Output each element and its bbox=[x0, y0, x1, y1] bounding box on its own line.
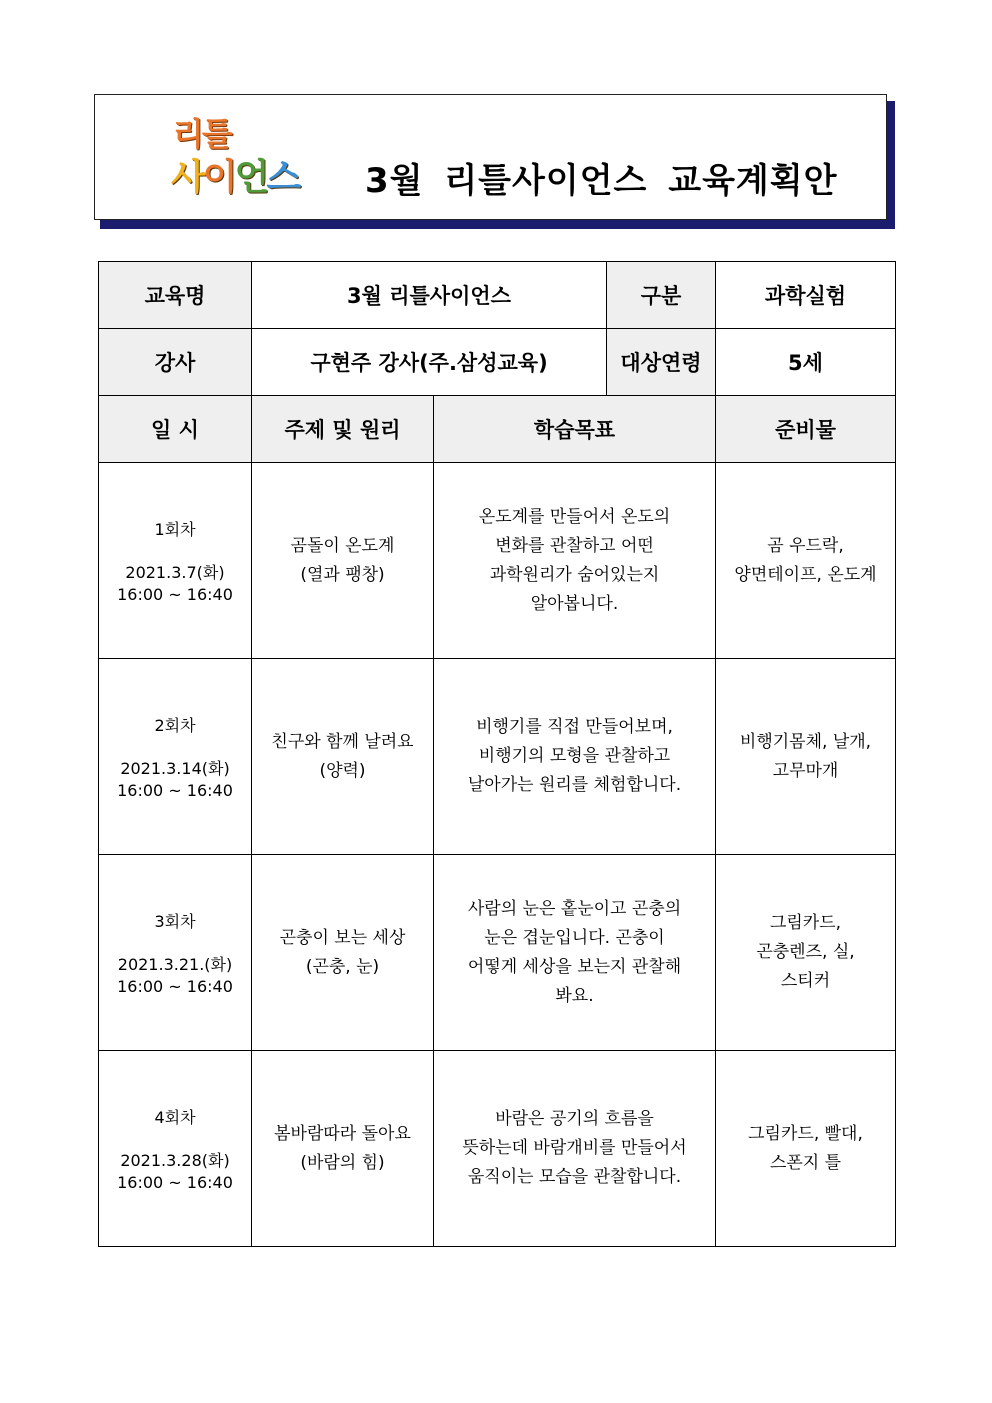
goal-line: 온도계를 만들어서 온도의 bbox=[478, 506, 671, 527]
session-goal bbox=[434, 659, 716, 855]
session-date-cell bbox=[99, 1051, 252, 1247]
materials-line: 고무마개 bbox=[772, 760, 839, 781]
session-number: 4회차 bbox=[154, 1108, 196, 1127]
session-date-cell bbox=[99, 855, 252, 1051]
session-date-cell bbox=[99, 463, 252, 659]
column-materials: 준비물 bbox=[716, 396, 896, 463]
topic-line: 곰돌이 온도계 bbox=[290, 535, 395, 556]
category-value: 과학실험 bbox=[716, 262, 896, 329]
goal-line: 봐요. bbox=[555, 985, 594, 1006]
goal-line: 움직이는 모습을 관찰합니다. bbox=[467, 1167, 682, 1187]
session-row bbox=[99, 659, 896, 855]
logo-top-text: 리틀 bbox=[173, 115, 231, 153]
education-plan-table bbox=[98, 261, 896, 1247]
goal-line: 바람은 공기의 흐름을 bbox=[495, 1109, 654, 1129]
topic-line: (바람의 힘) bbox=[300, 1152, 385, 1173]
session-topic bbox=[252, 1051, 434, 1247]
program-value: 3월 리틀사이언스 bbox=[252, 262, 607, 329]
info-row-program bbox=[99, 262, 896, 329]
session-time: 16:00 ~ 16:40 bbox=[117, 977, 233, 996]
logo-char: 사 bbox=[171, 157, 203, 198]
materials-line: 그림카드, 빨대, bbox=[748, 1123, 863, 1144]
goal-line: 알아봅니다. bbox=[530, 593, 619, 614]
column-date: 일 시 bbox=[99, 396, 252, 463]
instructor-value: 구현주 강사(주.삼성교육) bbox=[252, 329, 607, 396]
topic-line: (곤충, 눈) bbox=[305, 956, 380, 977]
logo-bottom-text bbox=[171, 149, 298, 200]
logo-char: 이 bbox=[202, 157, 235, 198]
session-topic bbox=[252, 855, 434, 1051]
column-goal: 학습목표 bbox=[434, 396, 716, 463]
session-time: 16:00 ~ 16:40 bbox=[117, 781, 233, 800]
program-label: 교육명 bbox=[99, 262, 252, 329]
materials-line: 비행기몸체, 날개, bbox=[739, 731, 872, 752]
goal-line: 비행기의 모형을 관찰하고 bbox=[478, 746, 671, 766]
materials-line: 그림카드, bbox=[769, 913, 842, 933]
session-row bbox=[99, 1051, 896, 1247]
session-date: 2021.3.7(화) bbox=[125, 563, 225, 582]
age-label: 대상연령 bbox=[607, 329, 716, 396]
session-materials bbox=[716, 855, 896, 1051]
materials-line: 양면테이프, 온도계 bbox=[734, 564, 877, 585]
session-topic bbox=[252, 659, 434, 855]
goal-line: 사람의 눈은 홑눈이고 곤충의 bbox=[467, 898, 682, 919]
goal-line: 비행기를 직접 만들어보며, bbox=[476, 717, 673, 737]
session-number: 2회차 bbox=[154, 716, 196, 735]
session-number: 1회차 bbox=[154, 520, 196, 539]
topic-line: (열과 팽창) bbox=[300, 564, 385, 585]
session-row bbox=[99, 855, 896, 1051]
little-science-logo bbox=[173, 109, 343, 199]
topic-line: (양력) bbox=[319, 760, 366, 781]
session-goal bbox=[434, 855, 716, 1051]
column-topic: 주제 및 원리 bbox=[252, 396, 434, 463]
logo-char: 스 bbox=[266, 157, 299, 198]
session-date: 2021.3.28(화) bbox=[120, 1151, 230, 1170]
materials-line: 곰 우드락, bbox=[767, 535, 844, 556]
column-header-row bbox=[99, 396, 896, 463]
session-date: 2021.3.21.(화) bbox=[117, 955, 233, 974]
topic-line: 친구와 함께 날려요 bbox=[271, 731, 414, 752]
topic-line: 곤충이 보는 세상 bbox=[279, 927, 406, 948]
goal-line: 눈은 겹눈입니다. 곤충이 bbox=[484, 927, 665, 948]
session-goal bbox=[434, 1051, 716, 1247]
session-time: 16:00 ~ 16:40 bbox=[117, 1173, 233, 1192]
session-date: 2021.3.14(화) bbox=[120, 759, 230, 778]
info-row-instructor bbox=[99, 329, 896, 396]
session-time: 16:00 ~ 16:40 bbox=[117, 585, 233, 604]
session-goal bbox=[434, 463, 716, 659]
goal-line: 과학원리가 숨어있는지 bbox=[489, 564, 660, 585]
goal-line: 날아가는 원리를 체험합니다. bbox=[467, 775, 682, 795]
materials-line: 곤충렌즈, 실, bbox=[756, 942, 855, 962]
instructor-label: 강사 bbox=[99, 329, 252, 396]
session-topic bbox=[252, 463, 434, 659]
category-label: 구분 bbox=[607, 262, 716, 329]
document-header bbox=[94, 94, 887, 220]
goal-line: 변화를 관찰하고 어떤 bbox=[495, 535, 654, 556]
topic-line: 봄바람따라 돌아요 bbox=[274, 1123, 411, 1144]
session-materials bbox=[716, 1051, 896, 1247]
materials-line: 스티커 bbox=[780, 971, 831, 991]
session-row bbox=[99, 463, 896, 659]
goal-line: 뜻하는데 바람개비를 만들어서 bbox=[462, 1138, 687, 1158]
age-value: 5세 bbox=[716, 329, 896, 396]
session-materials bbox=[716, 463, 896, 659]
materials-line: 스폰지 틀 bbox=[769, 1152, 842, 1173]
session-materials bbox=[716, 659, 896, 855]
logo-char: 언 bbox=[234, 157, 267, 198]
session-date-cell bbox=[99, 659, 252, 855]
document-title: 3월 리틀사이언스 교육계획안 bbox=[365, 161, 838, 201]
session-number: 3회차 bbox=[154, 912, 196, 931]
goal-line: 어떻게 세상을 보는지 관찰해 bbox=[467, 956, 682, 977]
